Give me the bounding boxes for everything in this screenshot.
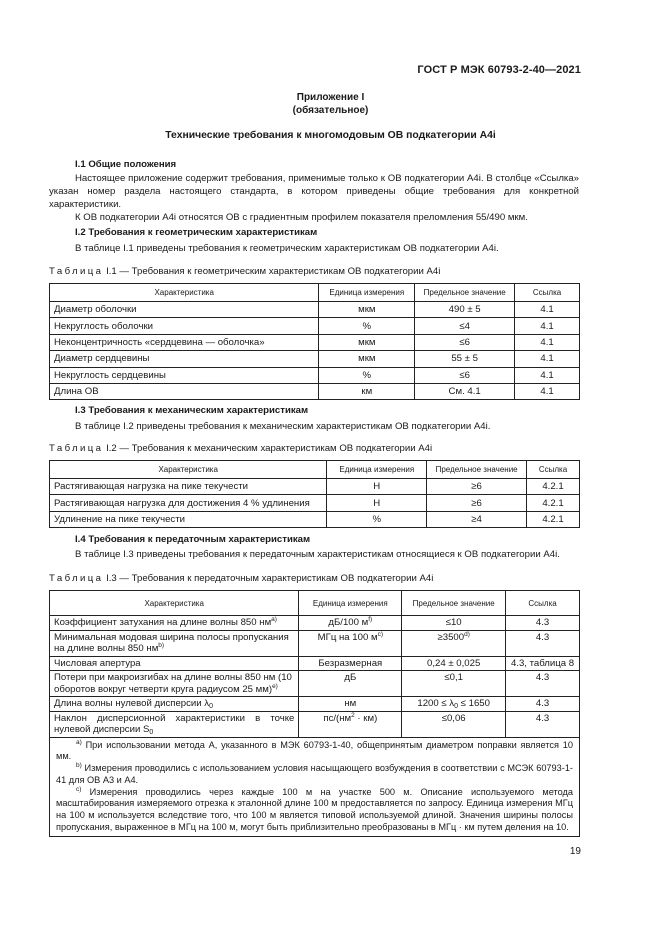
section-3-paragraph: В таблице I.2 приведены требования к механическим характеристикам ОВ подкатегории А4i.	[75, 421, 491, 432]
table-cell: Диаметр сердцевины	[50, 351, 319, 367]
cell-text: Длина волны нулевой дисперсии λ	[54, 698, 210, 709]
column-header: Предельное значение	[402, 591, 506, 616]
table-cell: Растягивающая нагрузка на пике текучести	[50, 479, 327, 495]
subscript: 0	[454, 703, 459, 710]
transmission-requirements-table	[49, 590, 580, 837]
table-cell: ≤4	[415, 318, 515, 334]
cell-text: ≥3500	[437, 631, 465, 643]
table-cell	[402, 630, 506, 656]
annex-label: Приложение I	[296, 92, 365, 103]
footnote-b	[56, 763, 573, 787]
column-header: Единица измерения	[319, 284, 415, 302]
footnote-ref: e)	[272, 682, 278, 690]
table-cell: мкм	[319, 351, 415, 367]
table-cell: ≥4	[427, 511, 527, 527]
cell-text: Коэффициент затухания на длине волны 850 нм	[54, 617, 272, 628]
table-cell: Безразмерная	[299, 656, 402, 671]
table-cell	[50, 616, 299, 631]
footnote-c	[56, 787, 573, 834]
table-cell: дБ	[299, 671, 402, 697]
table-cell: 0,24 ± 0,025	[402, 656, 506, 671]
footnote-mark: a)	[76, 738, 82, 746]
column-header: Ссылка	[515, 284, 580, 302]
table-cell: ≥6	[427, 479, 527, 495]
subscript: 0	[209, 703, 213, 710]
table-2-caption	[49, 443, 432, 454]
cell-text: ≤ 1650	[458, 698, 490, 709]
table-row	[50, 656, 580, 671]
footnote-ref: c)	[377, 630, 383, 638]
section-heading-2: I.2 Требования к геометрическим характеристикам	[75, 227, 318, 238]
section-1-paragraph-1: Настоящее приложение содержит требования, применимые только к ОВ подкатегории А4i. В столбце «Ссылка» указан номер раздела настоящего стандарта, в котором приведены общие требования для конкретной характеристики.	[49, 173, 579, 210]
table-cell: 55 ± 5	[415, 351, 515, 367]
table-cell: ≤10	[402, 616, 506, 631]
footnote-ref: b)	[158, 642, 165, 649]
footnote-text: Измерения проводились с использованием условия насыщающего возбуждения в соответствии с МСЭК 60793-1-41 для ОВ А3 и А4.	[56, 763, 573, 785]
table-cell	[299, 711, 402, 737]
footnote-mark: c)	[76, 785, 82, 793]
annex-subtitle: Технические требования к многомодовым ОВ подкатегории А4i	[165, 130, 496, 141]
superscript: 2	[351, 711, 355, 719]
table-cell: Неконцентричность «сердцевина — оболочка»	[50, 334, 319, 350]
footnote-a	[56, 740, 573, 764]
table-cell: 4.3	[506, 630, 580, 656]
table-cell: 4.3	[506, 711, 580, 737]
annex-title	[0, 92, 661, 117]
table-cell: 4.3	[506, 671, 580, 697]
table-cell	[299, 616, 402, 631]
footnote-mark: b)	[76, 762, 82, 770]
section-heading-1: I.1 Общие положения	[75, 159, 177, 170]
table-cell	[50, 711, 299, 737]
table-row	[50, 383, 580, 399]
table-cell	[402, 697, 506, 712]
table-cell: 490 ± 5	[415, 302, 515, 318]
section-2-paragraph: В таблице I.1 приведены требования к геометрическим характеристикам ОВ подкатегории А4i.	[75, 243, 499, 254]
cell-text: дБ/100 м	[328, 617, 369, 628]
standard-header: ГОСТ Р МЭК 60793-2-40—2021	[417, 64, 581, 76]
table-row	[50, 302, 580, 318]
table-cell: 4.3	[506, 697, 580, 712]
table-1-caption	[49, 266, 440, 277]
table-row	[50, 334, 580, 350]
table-1-caption-text: I.1 — Требования к геометрическим характеристикам ОВ подкатегории А4i	[103, 266, 441, 277]
cell-text: Потери при макроизгибах на длине волны 850 нм (10 оборотов вокруг четверти круга радиусом 25 мм)	[54, 672, 292, 695]
footnote-ref: d)	[464, 630, 470, 638]
table-cell: См. 4.1	[415, 383, 515, 399]
table-row	[50, 495, 580, 511]
table-cell: мкм	[319, 302, 415, 318]
subscript: 0	[149, 729, 154, 736]
table-cell: Числовая апертура	[50, 656, 299, 671]
geometric-requirements-table	[49, 283, 580, 400]
table-cell: ≥6	[427, 495, 527, 511]
mechanical-requirements-table	[49, 460, 580, 528]
table-row	[50, 711, 580, 737]
column-header: Предельное значение	[415, 284, 515, 302]
table-cell: Удлинение на пике текучести	[50, 511, 327, 527]
table-cell: ≤6	[415, 334, 515, 350]
cell-text: Минимальная модовая ширина полосы пропускания на длине волны 850 нм	[54, 631, 289, 654]
table-cell: 4.3	[506, 616, 580, 631]
cell-text: · км)	[354, 712, 378, 724]
table-cell: Растягивающая нагрузка для достижения 4 % удлинения	[50, 495, 327, 511]
footnote-ref: f)	[368, 616, 373, 623]
table-cell: Диаметр оболочки	[50, 302, 319, 318]
table-cell: 4.3, таблица 8	[506, 656, 580, 671]
table-row	[50, 630, 580, 656]
column-header: Характеристика	[50, 591, 299, 616]
table-row	[50, 318, 580, 334]
table-cell: 4.1	[515, 383, 580, 399]
column-header: Ссылка	[506, 591, 580, 616]
table-cell: 4.2.1	[527, 495, 580, 511]
table-cell: 4.2.1	[527, 479, 580, 495]
table-cell: 4.1	[515, 367, 580, 383]
table-cell: нм	[299, 697, 402, 712]
table-header-row	[50, 591, 580, 616]
table-2-caption-word: Таблица	[49, 443, 104, 454]
section-heading-3: I.3 Требования к механическим характеристикам	[75, 405, 309, 416]
section-4-paragraph: В таблице I.3 приведены требования к передаточным характеристикам относящиеся к ОВ подкатегории А4i.	[75, 549, 560, 560]
section-1-paragraph-2: К ОВ подкатегории А4i относятся ОВ с градиентным профилем показателя преломления 55/490 мкм.	[75, 212, 528, 223]
table-3-caption-text: I.3 — Требования к передаточным характеристикам ОВ подкатегории А4i	[103, 573, 434, 584]
cell-text: пс/(нм	[323, 712, 352, 724]
table-cell: ≤0,06	[402, 711, 506, 737]
column-header: Единица измерения	[299, 591, 402, 616]
table-header-row	[50, 284, 580, 302]
column-header: Ссылка	[527, 461, 580, 479]
table-row	[50, 479, 580, 495]
table-row	[50, 511, 580, 527]
table-row	[50, 616, 580, 631]
column-header: Характеристика	[50, 284, 319, 302]
table-1-caption-word: Таблица	[49, 266, 104, 277]
table-3-caption-word: Таблица	[49, 573, 104, 584]
table-footnotes-row	[50, 737, 580, 836]
footnote-text: При использовании метода А, указанного в МЭК 60793-1-40, общепринятым диаметром поправки является 10 мм.	[56, 739, 573, 762]
table-cell: мкм	[319, 334, 415, 350]
table-cell: км	[319, 383, 415, 399]
table-cell: Н	[327, 479, 427, 495]
cell-text: МГц на 100 м	[317, 631, 378, 643]
table-3-caption	[49, 573, 433, 584]
table-cell: 4.1	[515, 334, 580, 350]
table-cell	[299, 630, 402, 656]
cell-text: Наклон дисперсионной характеристики в точке нулевой дисперсии S	[54, 712, 295, 735]
table-2-caption-text: I.2 — Требования к механическим характеристикам ОВ подкатегории А4i	[103, 443, 433, 454]
table-footnotes	[50, 737, 580, 836]
table-cell: Н	[327, 495, 427, 511]
table-row	[50, 697, 580, 712]
cell-text: 1200 ≤ λ	[417, 698, 455, 709]
table-cell: Некруглость оболочки	[50, 318, 319, 334]
table-cell	[50, 671, 299, 697]
annex-status: (обязательное)	[292, 104, 369, 116]
table-cell	[50, 630, 299, 656]
table-row	[50, 351, 580, 367]
table-cell: %	[327, 511, 427, 527]
table-cell: 4.1	[515, 318, 580, 334]
table-row	[50, 367, 580, 383]
column-header: Характеристика	[50, 461, 327, 479]
page-number: 19	[569, 846, 581, 857]
table-cell: 4.1	[515, 351, 580, 367]
table-cell: %	[319, 367, 415, 383]
footnote-text: Измерения проводились через каждые 100 м на участке 500 м. Описание используемого метода масштабирования измеряемого отрезка к эталонной длине 100 м предоставляется по запросу. Единица измерения МГц на 100 м используется вследствие того, что 100 м является типовой используемой длиной. Значения ширины полосы пропускания, выраженное в МГц на 100 м, могут быть приблизительно преобразованы в МГц · км путем деления на 10.	[56, 786, 573, 833]
table-row	[50, 671, 580, 697]
column-header: Единица измерения	[327, 461, 427, 479]
table-cell: %	[319, 318, 415, 334]
column-header: Предельное значение	[427, 461, 527, 479]
table-cell: ≤6	[415, 367, 515, 383]
section-heading-4: I.4 Требования к передаточным характеристикам	[75, 534, 311, 545]
table-cell	[50, 697, 299, 712]
footnote-ref: a)	[271, 616, 277, 623]
table-header-row	[50, 461, 580, 479]
table-cell: Длина ОВ	[50, 383, 319, 399]
table-cell: 4.1	[515, 302, 580, 318]
table-cell: 4.2.1	[527, 511, 580, 527]
table-cell: ≤0,1	[402, 671, 506, 697]
table-cell: Некруглость сердцевины	[50, 367, 319, 383]
